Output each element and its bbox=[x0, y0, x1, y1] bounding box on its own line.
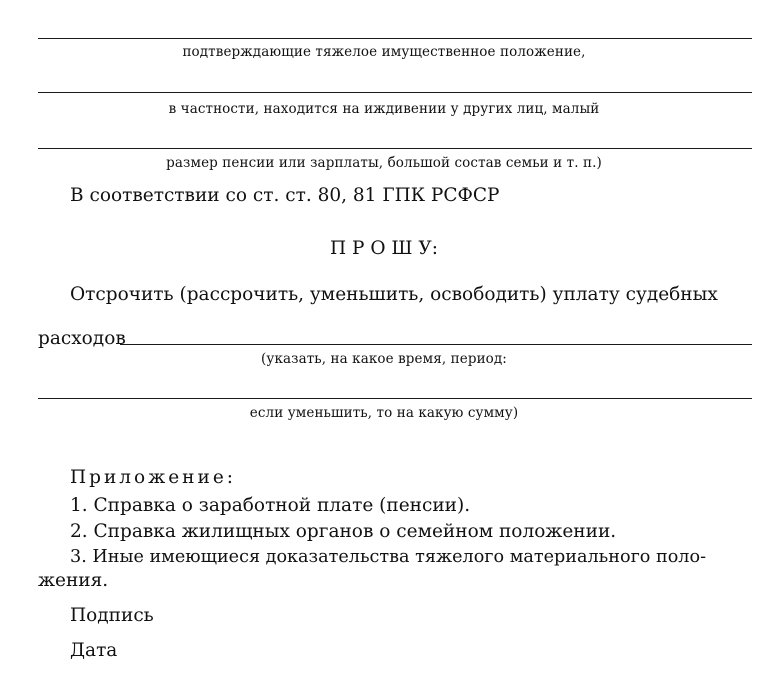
expenses-label: расходов bbox=[38, 328, 126, 349]
caption-amount: если уменьшить, то на какую сумму) bbox=[249, 405, 519, 421]
fill-line-2 bbox=[38, 92, 752, 93]
attachment-item-2: 2. Справка жилищных органов о семейном положении. bbox=[70, 521, 617, 542]
caption-dependents: в частности, находится на иждивении у других лиц, малый bbox=[168, 101, 600, 117]
date-label: Дата bbox=[70, 640, 118, 661]
fill-line-3 bbox=[38, 148, 752, 149]
attachments-heading: Приложение: bbox=[70, 467, 237, 488]
attachment-item-1: 1. Справка о заработной плате (пенсии). bbox=[70, 495, 471, 516]
fill-line-amount bbox=[38, 398, 752, 399]
legal-basis: В соответствии со ст. ст. 80, 81 ГПК РСФСР bbox=[70, 185, 500, 206]
attachment-item-3-continued: жения. bbox=[38, 570, 109, 591]
signature-label: Подпись bbox=[70, 605, 154, 626]
fill-line-expenses bbox=[120, 344, 752, 345]
attachment-item-3: 3. Иные имеющиеся доказательства тяжелого материального поло- bbox=[70, 547, 707, 567]
request-heading: П Р О Ш У: bbox=[330, 238, 438, 259]
caption-period: (указать, на какое время, период: bbox=[261, 351, 507, 367]
caption-hardship: подтверждающие тяжелое имущественное положение, bbox=[182, 44, 586, 60]
caption-income: размер пенсии или зарплаты, большой состав семьи и т. п.) bbox=[166, 155, 602, 171]
request-text: Отсрочить (рассрочить, уменьшить, освободить) уплату судебных bbox=[70, 284, 718, 305]
fill-line-1 bbox=[38, 38, 752, 39]
